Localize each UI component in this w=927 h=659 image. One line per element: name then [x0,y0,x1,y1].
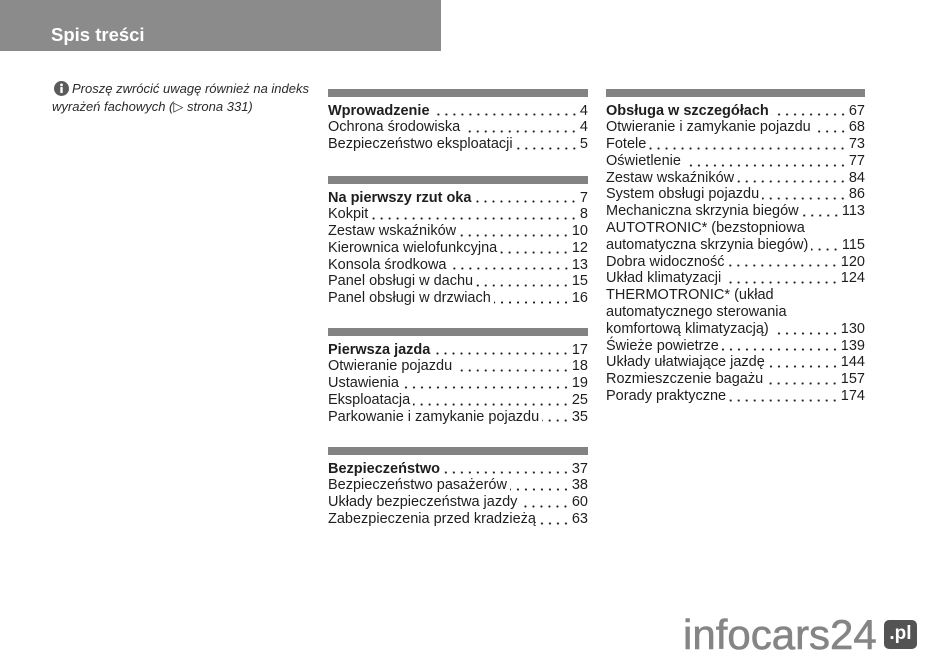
toc-entry-label: Ochrona środowiska [328,119,461,136]
toc-entry-label: Parkowanie i zamykanie pojazdu [328,408,540,425]
toc-entry [328,409,588,426]
dot-leader [443,471,570,474]
info-icon [54,81,69,96]
toc-page-number: 86 [848,186,865,203]
dot-leader [459,234,570,237]
info-note-line: wyrażeń fachowych (▷ strona 331) [52,99,253,114]
dot-leader [413,403,570,406]
toc-page-number: 77 [848,152,865,169]
toc-page-number: 4 [579,102,588,119]
toc-section-title: Obsługa w szczegółach [606,102,769,119]
toc-entry-last-line [606,237,865,254]
dot-leader [811,248,840,251]
toc-entry [606,220,865,254]
toc-entry [328,290,588,307]
toc-page-number: 25 [571,391,588,408]
toc-page-number: 115 [841,236,865,253]
dot-leader [727,264,838,267]
dot-leader [772,113,847,116]
section-divider-bar [328,89,588,97]
toc-section-safety [328,447,588,528]
toc-entry [328,223,588,240]
toc-entry [328,240,588,257]
dot-leader [802,214,840,217]
toc-entry-label: Panel obsługi w drzwiach [328,290,491,307]
toc-entry-label: Eksploatacja [328,391,411,408]
toc-entry-label: Otwieranie i zamykanie pojazdu [606,119,811,136]
toc-page-number: 67 [848,102,865,119]
toc-entry [606,170,865,187]
toc-entry [606,287,865,337]
toc-page-number: 19 [571,375,588,392]
toc-section-heading [606,103,865,120]
toc-page-number: 60 [571,494,588,511]
toc-entry-label-line: AUTOTRONIC* (bezstopniowa [606,220,805,237]
toc-entry-label-line: THERMOTRONIC* (układ [606,287,774,304]
toc-page-number: 4 [579,119,588,136]
toc-page-number: 68 [848,119,865,136]
info-note-line: Proszę zwrócić uwagę również na indeks [72,81,309,96]
toc-page-number: 63 [571,510,588,527]
toc-section-title: Bezpieczeństwo [328,460,440,477]
toc-section-heading [328,103,588,120]
toc-page-number: 37 [571,460,588,477]
toc-page-number: 174 [840,388,865,405]
toc-section-heading [328,342,588,359]
dot-leader [476,284,570,287]
dot-leader [684,164,847,167]
dot-leader [766,382,839,385]
dot-leader [402,386,570,389]
toc-entry-label: Konsola środkowa [328,256,447,273]
toc-page-number: 8 [579,206,588,223]
toc-entry-label: Otwieranie pojazdu [328,358,453,375]
toc-section-heading [328,190,588,207]
toc-page-number: 10 [571,223,588,240]
dot-leader [520,505,569,508]
toc-section-title: Na pierwszy rzut oka [328,189,472,206]
toc-page-number: 16 [571,290,588,307]
toc-entry [328,375,588,392]
section-divider-bar [328,328,588,336]
toc-entry-label-line: komfortową klimatyzacją) [606,320,769,337]
toc-entry [606,186,865,203]
toc-entry-label: Świeże powietrze [606,337,719,354]
toc-entry [606,119,865,136]
toc-page-number: 15 [571,273,588,290]
toc-entry [328,136,588,153]
toc-page-number: 139 [840,337,865,354]
toc-page-number: 157 [840,371,865,388]
toc-page-number: 124 [840,270,865,287]
toc-section-introduction [328,89,588,153]
dot-leader [649,147,847,150]
toc-entry [328,511,588,528]
toc-section-rows [328,190,588,308]
toc-entry-label: Bezpieczeństwo pasażerów [328,477,507,494]
toc-entry-last-line [606,321,865,338]
toc-section-first-drive [328,328,588,425]
dot-leader [768,365,839,368]
toc-section-rows [328,461,588,528]
dot-leader [450,267,570,270]
toc-entry-label: Układy ułatwiające jazdę [606,354,765,371]
toc-section-heading [328,461,588,478]
toc-entry-label: Zabezpieczenia przed kradzieżą [328,510,536,527]
toc-entry [328,206,588,223]
dot-leader [724,281,839,284]
dot-leader [463,130,578,133]
dot-leader [494,301,570,304]
watermark-logo-text: infocars24 [683,611,877,658]
dot-leader [722,348,839,351]
toc-entry-label: Ustawienia [328,375,399,392]
dot-leader [542,419,570,422]
dot-leader [510,488,570,491]
section-divider-bar [606,89,865,97]
toc-entry [606,254,865,271]
toc-page-number: 17 [571,341,588,358]
toc-section-at-a-glance [328,176,588,307]
toc-page-number: 120 [840,253,865,270]
toc-entry [328,392,588,409]
dot-leader [433,352,570,355]
toc-section-operation-in-detail [606,89,865,405]
toc-entry-label-line: automatycznego sterowania [606,304,787,321]
toc-entry-label: System obsługi pojazdu [606,186,760,203]
toc-entry [328,119,588,136]
dot-leader [455,369,570,372]
toc-page-number: 144 [840,354,865,371]
toc-entry-label: Porady praktyczne [606,388,727,405]
toc-page-number: 5 [579,136,588,153]
toc-entry [606,270,865,287]
toc-entry-label: Kierownica wielofunkcyjna [328,239,498,256]
toc-entry-label: Mechaniczna skrzynia biegów [606,203,799,220]
dot-leader [762,197,847,200]
toc-entry [606,203,865,220]
toc-entry [606,338,865,355]
toc-page-number: 7 [579,189,588,206]
dot-leader [729,399,839,402]
dot-leader [737,180,847,183]
toc-entry-label: Układy bezpieczeństwa jazdy [328,494,518,511]
toc-entry-label: Kokpit [328,206,369,223]
dot-leader [539,522,570,525]
dot-leader [516,147,578,150]
toc-entry [328,273,588,290]
toc-entry-label: Zestaw wskaźników [328,223,457,240]
toc-entry-label: Układ klimatyzacji [606,270,722,287]
toc-entry [606,153,865,170]
toc-entry-label: Oświetlenie [606,152,681,169]
toc-entry-label: Fotele [606,136,647,153]
toc-page-number: 38 [571,477,588,494]
toc-entry [606,388,865,405]
section-divider-bar [328,447,588,455]
watermark-logo-badge: .pl [884,620,917,649]
section-divider-bar [328,176,588,184]
toc-entry [606,354,865,371]
toc-page-number: 113 [841,203,865,220]
toc-section-rows [328,342,588,426]
toc-page-number: 13 [571,256,588,273]
toc-entry [606,371,865,388]
toc-page-number: 130 [840,320,865,337]
toc-entry-label: Rozmieszczenie bagażu [606,371,764,388]
page-title: Spis treści [51,24,145,45]
dot-leader [772,332,839,335]
toc-entry-label: Zestaw wskaźników [606,169,735,186]
toc-entry [328,358,588,375]
dot-leader [433,113,578,116]
toc-entry-label: Bezpieczeństwo eksploatacji [328,136,513,153]
dot-leader [474,200,577,203]
dot-leader [500,251,570,254]
toc-entry [328,257,588,274]
dot-leader [814,130,847,133]
toc-section-title: Pierwsza jazda [328,341,431,358]
toc-section-rows [328,103,588,153]
toc-entry [606,136,865,153]
dot-leader [371,217,578,220]
toc-page-number: 84 [848,169,865,186]
toc-entry [328,494,588,511]
toc-page-number: 18 [571,358,588,375]
toc-entry-label: Panel obsługi w dachu [328,273,474,290]
toc-page-number: 73 [848,136,865,153]
toc-page-number: 35 [571,408,588,425]
toc-entry-label: Dobra widoczność [606,253,725,270]
toc-entry-label-line: automatyczna skrzynia biegów) [606,236,809,253]
toc-page-number: 12 [571,239,588,256]
toc-section-rows [606,103,865,405]
toc-entry [328,477,588,494]
toc-section-title: Wprowadzenie [328,102,430,119]
